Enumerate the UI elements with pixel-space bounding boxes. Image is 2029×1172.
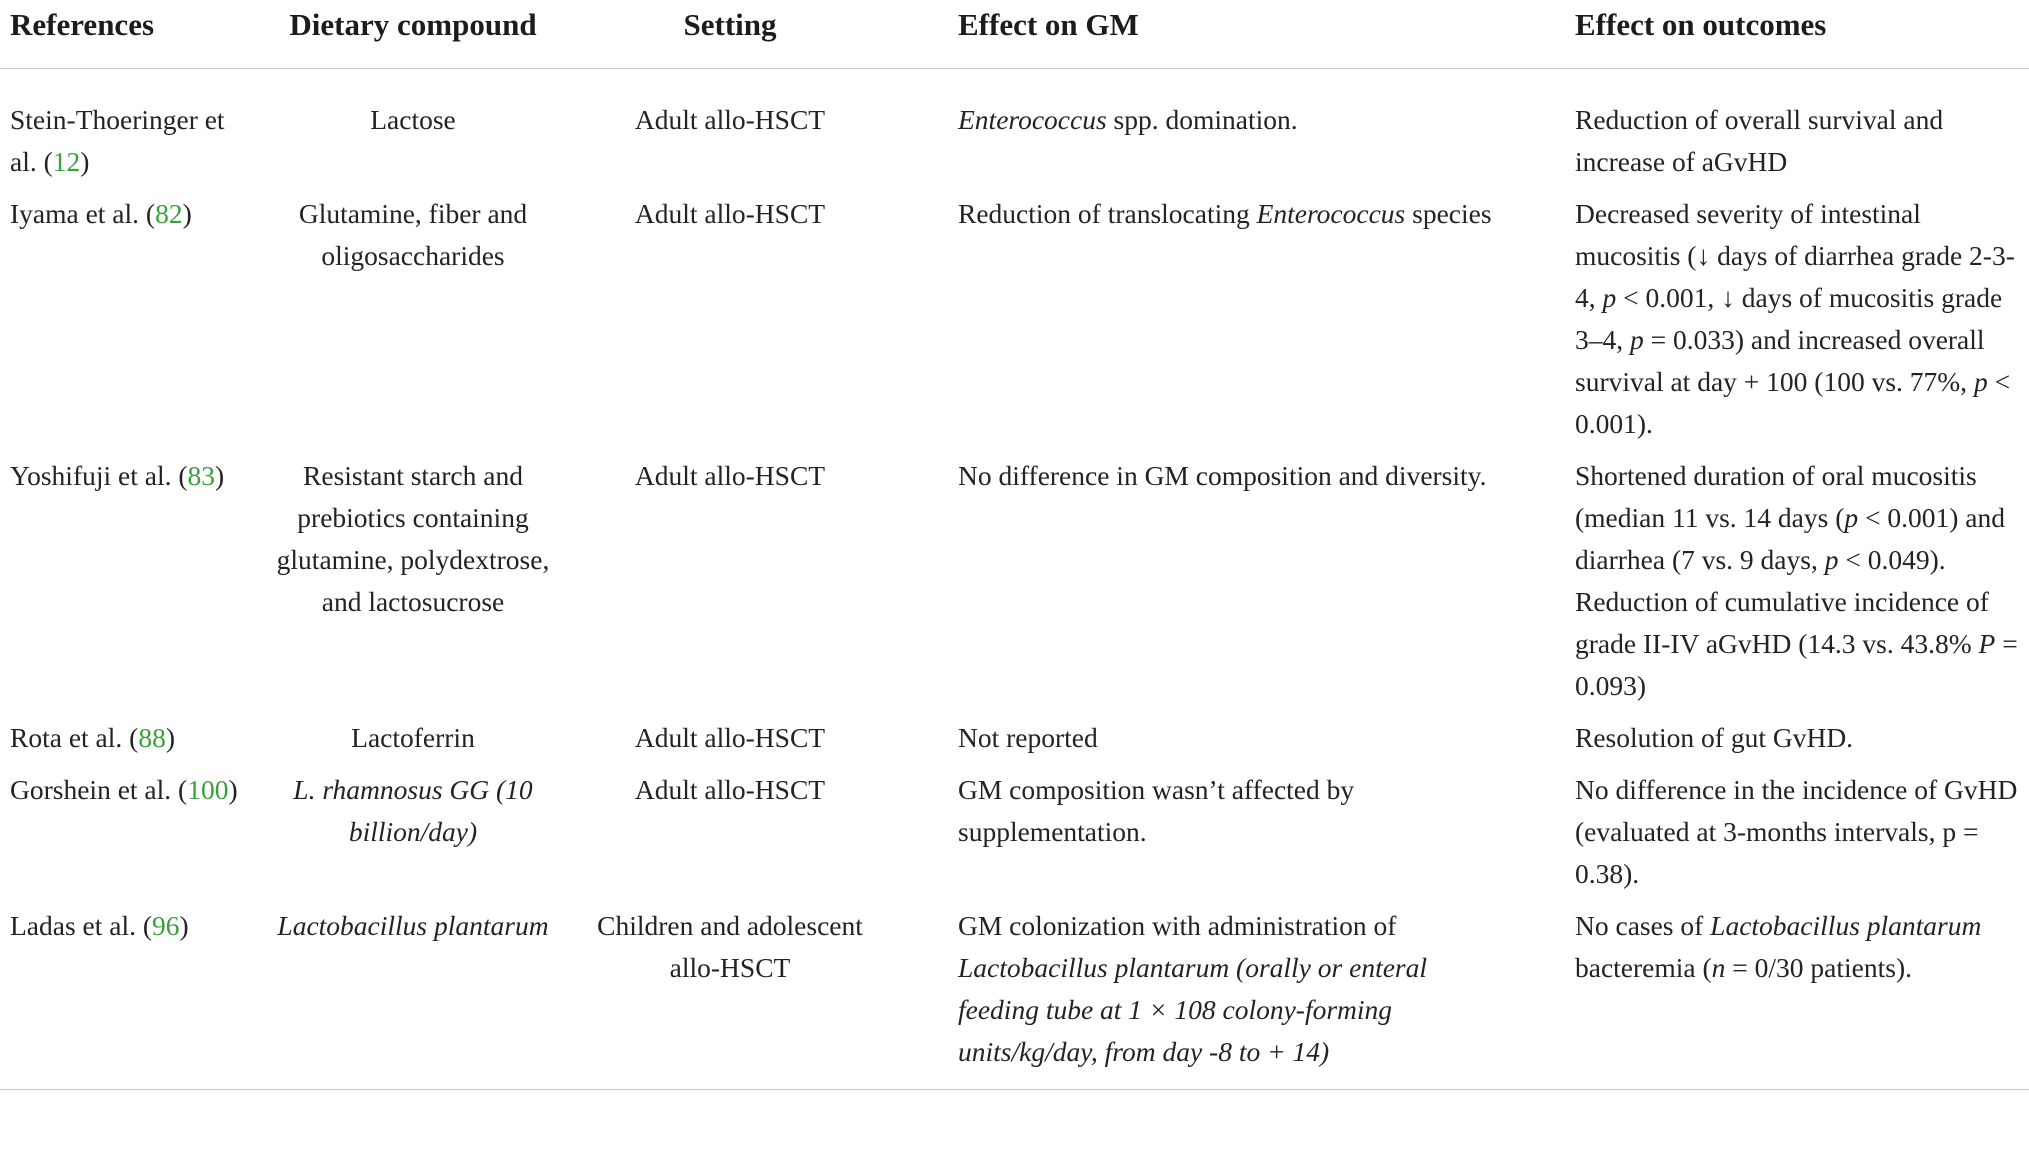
outcome-italic: p [1602, 282, 1617, 313]
compound-cell: Resistant starch and prebiotics containing glutamine, polydextrose, and lactosucrose [276, 460, 550, 617]
gm-effect-cell [896, 905, 1523, 1090]
table-row [0, 455, 2029, 717]
outcome-italic: p [1824, 544, 1839, 575]
outcome-italic: Lactobacillus plantarum [1710, 910, 1982, 941]
outcome-cell: No difference in the incidence of GvHD (evaluated at 3-months intervals, p = 0.38). [1575, 774, 2018, 889]
gm-effect-cell [896, 69, 1523, 194]
reference-name: Rota et al. [10, 722, 123, 753]
reference-cell: Iyama et al. (82) [10, 198, 192, 229]
citation-link[interactable]: 82 [155, 198, 183, 229]
setting-cell: Children and adolescent allo-HSCT [564, 905, 896, 1090]
gm-effect-cell: No difference in GM composition and diversity. [958, 460, 1487, 491]
outcome-cell [1523, 455, 2029, 717]
setting-cell: Adult allo-HSCT [634, 460, 826, 491]
reference-name: Ladas et al. [10, 910, 136, 941]
gm-italic: Enterococcus [958, 104, 1107, 135]
gm-effect-cell [896, 193, 1523, 455]
outcome-italic: n [1711, 952, 1726, 983]
header-dietary-compound: Dietary compound [262, 0, 564, 69]
gm-italic: Lactobacillus plantarum (orally or enteral feeding tube at 1 × 108 colony-forming units/kg/day, from day -8 to + 14) [958, 952, 1428, 1067]
setting-cell: Adult allo-HSCT [634, 774, 826, 805]
compound-cell: Lactose [370, 104, 456, 135]
compound-cell [262, 905, 564, 1090]
header-row [0, 0, 2029, 69]
header-setting: Setting [564, 0, 896, 69]
outcome-text: < 0.001, ↓ days of mucositis grade 3–4, [1575, 282, 2003, 355]
outcome-text: bacteremia ( [1575, 952, 1712, 983]
table-row [0, 905, 2029, 1090]
reference-cell: Yoshifuji et al. (83) [10, 460, 225, 491]
outcome-cell: Reduction of overall survival and increase of aGvHD [1575, 104, 1944, 177]
gm-text: Reduction of translocating [958, 198, 1257, 229]
citation-link[interactable]: 83 [187, 460, 216, 491]
citation-link[interactable]: 100 [187, 774, 229, 805]
outcome-cell: Resolution of gut GvHD. [1575, 722, 1854, 753]
outcome-text: = 0.033) and increased overall survival at day + 100 (100 vs. 77%, [1575, 324, 1985, 397]
outcome-italic: p [1973, 366, 1988, 397]
gm-text: GM colonization with administration of [958, 910, 1397, 941]
outcome-text: < 0.001). [1575, 366, 2011, 439]
setting-cell: Adult allo-HSCT [634, 722, 826, 753]
outcome-text: < 0.049). Reduction of cumulative incidence of grade II-IV aGvHD (14.3 vs. 43.8% [1575, 544, 1989, 659]
compound-cell [262, 769, 564, 905]
reference-name: Gorshein et al. [10, 774, 172, 805]
citation-link[interactable]: 96 [152, 910, 180, 941]
compound-italic: L. rhamnosus GG (10 billion/day) [293, 774, 533, 847]
reference-cell: Stein-Thoeringer et al. (12) [10, 104, 225, 177]
header-references: References [0, 0, 262, 69]
outcome-cell [1523, 905, 2029, 1090]
compound-cell: Lactoferrin [351, 722, 475, 753]
outcome-text: = 0.093) [1575, 628, 2018, 701]
gm-effect-cell: Not reported [958, 722, 1098, 753]
gm-italic: Enterococcus [1256, 198, 1406, 229]
citation-link[interactable]: 88 [138, 722, 166, 753]
table-row [0, 717, 2029, 769]
compound-cell: Glutamine, fiber and oligosaccharides [298, 198, 528, 271]
citation-link[interactable]: 12 [52, 146, 81, 177]
table-row [0, 193, 2029, 455]
outcome-italic: p [1630, 324, 1644, 355]
reference-name: Iyama et al. [10, 198, 140, 229]
outcome-cell [1523, 193, 2029, 455]
setting-cell: Adult allo-HSCT [634, 198, 826, 229]
gm-text: spp. domination. [1106, 104, 1298, 135]
reference-cell: Ladas et al. (96) [0, 905, 262, 1090]
outcome-text: < 0.001) and diarrhea (7 vs. 9 days, [1575, 502, 2005, 575]
table-row [0, 69, 2029, 194]
outcome-text: No cases of [1575, 910, 1711, 941]
gm-text: species [1405, 198, 1492, 229]
gm-effect-cell: GM composition wasn’t affected by supplementation. [958, 774, 1355, 847]
header-effect-gm: Effect on GM [896, 0, 1523, 69]
outcome-text: Decreased severity of intestinal mucositis (↓ days of diarrhea grade 2-3-4, [1575, 198, 2015, 313]
header-effect-outcomes: Effect on outcomes [1523, 0, 2029, 69]
reference-cell: Rota et al. (88) [10, 722, 175, 753]
reference-cell: Gorshein et al. (100) [10, 774, 238, 805]
outcome-italic: P [1978, 628, 1996, 659]
table-row [0, 769, 2029, 905]
setting-cell: Adult allo-HSCT [634, 104, 826, 135]
reference-name: Stein-Thoeringer et al. [10, 104, 225, 177]
reference-name: Yoshifuji et al. [10, 460, 172, 491]
compound-italic: Lactobacillus plantarum [277, 910, 549, 941]
outcome-italic: p [1844, 502, 1859, 533]
outcome-text: = 0/30 patients). [1725, 952, 1912, 983]
outcome-text: Shortened duration of oral mucositis (median 11 vs. 14 days ( [1575, 460, 1977, 533]
